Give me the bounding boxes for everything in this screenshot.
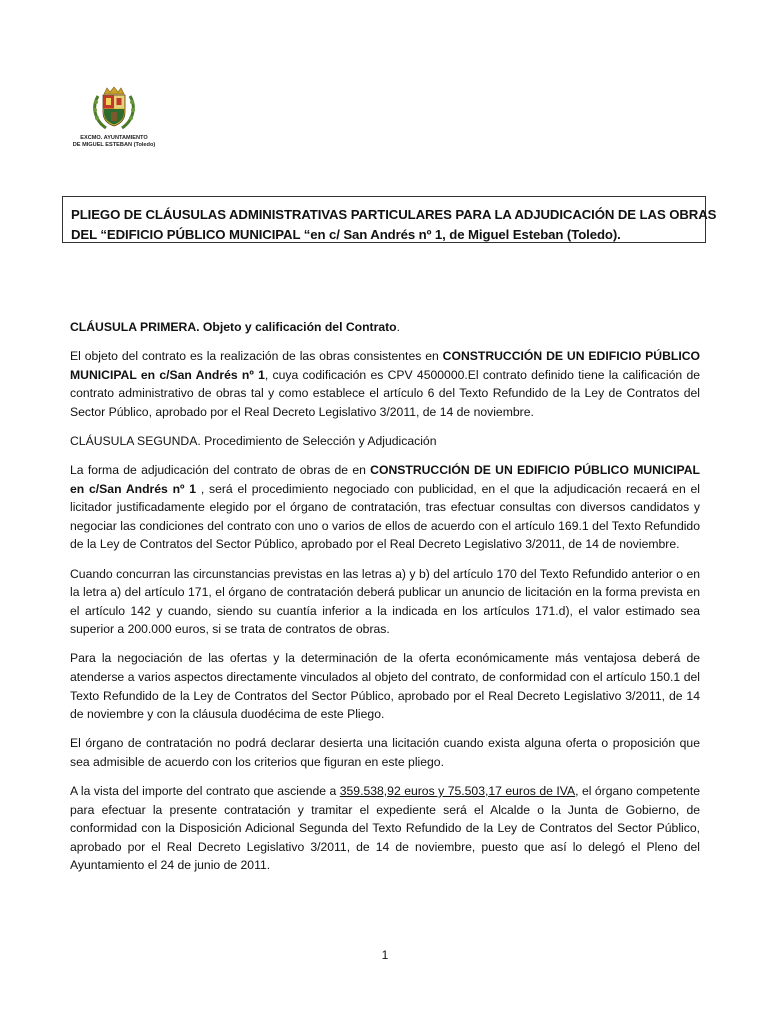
heading-tail: .	[396, 320, 401, 334]
clausula-segunda-paragraph-4: El órgano de contratación no podrá declarar desierta una licitación cuando exista alguna oferta o proposición que sea admisible de acuerdo con los criterios que figuran en este pliego.	[70, 736, 700, 769]
clausula-segunda-paragraph-1	[70, 461, 700, 554]
text-run: , cuya codificación es CPV 4500000.El contrato definido tiene la calificación de contrato administrativo de obras tal y como establece el artículo 6 del Texto Refundido de la Ley de Contratos del Sector Público, aprobado por el Real Decreto Legislativo 3/2011, de 14 de noviembre.	[70, 367, 700, 419]
title-line-2: DEL “EDIFICIO PÚBLICO MUNICIPAL “en c/ San Andrés nº 1, de Miguel Esteban (Toledo).	[71, 227, 621, 242]
text-run: , será el procedimiento negociado con publicidad, en el que la adjudicación recaerá en el licitador justificadamente elegido por el órgano de contratación, tras efectuar consultas con diversos candidatos y negociar las condiciones del contrato con uno o varios de ellos de acuerdo con el artículo 169.1 del Texto Refundido de la Ley de Contratos del Sector Público, aprobado por el Real Decreto Legislativo 3/2011, de 14 de noviembre.	[70, 481, 700, 552]
heading-subject: Objeto y calificación del Contrato	[199, 320, 397, 334]
page-number: 1	[381, 948, 389, 962]
logo-line-1: EXCMO. AYUNTAMIENTO	[80, 135, 148, 141]
text-run: , el órgano competente para efectuar la presente contratación y tramitar el expediente será el Alcalde o la Junta de Gobierno, de conformidad con la Disposición Adicional Segunda del Texto Refundido de la Ley de Contratos del Sector Público, aprobado por el Real Decreto Legislativo 3/2011, de 14 de noviembre, puesto que así lo delegó el Pleno del Ayuntamiento el 24 de junio de 2011.	[70, 783, 700, 873]
clausula-segunda-paragraph-5	[70, 782, 700, 875]
text-run: A la vista del importe del contrato que asciende a	[70, 783, 340, 798]
text-run: La forma de adjudicación del contrato de obras de en	[70, 463, 371, 478]
emphasis-run: CONSTRUCCIÓN DE UN EDIFICIO PÚBLICO MUNICIPAL en c/San Andrés nº 1	[70, 463, 701, 496]
emphasis-run: CONSTRUCCIÓN DE UN EDIFICIO PÚBLICO MUNICIPAL en c/San Andrés nº 1	[70, 349, 700, 382]
clausula-primera-heading	[70, 318, 700, 337]
text-run: El objeto del contrato es la realización de las obras consistentes en	[70, 349, 443, 364]
clausula-segunda-heading: CLÁUSULA SEGUNDA. Procedimiento de Selección y Adjudicación	[70, 433, 437, 448]
municipal-logo	[66, 86, 162, 148]
clausula-primera-paragraph	[70, 347, 700, 421]
clausula-segunda-paragraph-3: Para la negociación de las ofertas y la determinación de la oferta económicamente más ventajosa deberá de atenderse a varios aspectos directamente vinculados al objeto del contrato, de conformidad con el artículo 150.1 del Texto Refundido de la Ley de Contratos del Sector Público, aprobado por el Real Decreto Legislativo 3/2011, de 14 de noviembre y con la cláusula duodécima de este Pliego.	[70, 651, 700, 722]
document-body	[70, 318, 700, 885]
coat-of-arms-icon	[90, 86, 138, 132]
heading-label: CLÁUSULA PRIMERA.	[70, 320, 200, 334]
document-title-box	[62, 196, 717, 243]
title-line-1: PLIEGO DE CLÁUSULAS ADMINISTRATIVAS PARTICULARES PARA LA ADJUDICACIÓN DE LAS OBRAS	[71, 207, 717, 222]
logo-line-2: DE MIGUEL ESTEBAN (Toledo)	[72, 141, 156, 148]
clausula-segunda-paragraph-2: Cuando concurran las circunstancias previstas en las letras a) y b) del artículo 170 del Texto Refundido anterior o en la letra a) del artículo 171, el órgano de contratación deberá publicar un anuncio de licitación en la forma prevista en el artículo 142 y cuando, siendo su cuantía inferior a la indicada en los artículos 171.d), el valor estimado sea superior a 200.000 euros, si se trata de contratos de obras.	[70, 566, 700, 637]
contract-amount: 359.538,92 euros y 75.503,17 euros de IVA	[339, 783, 576, 798]
